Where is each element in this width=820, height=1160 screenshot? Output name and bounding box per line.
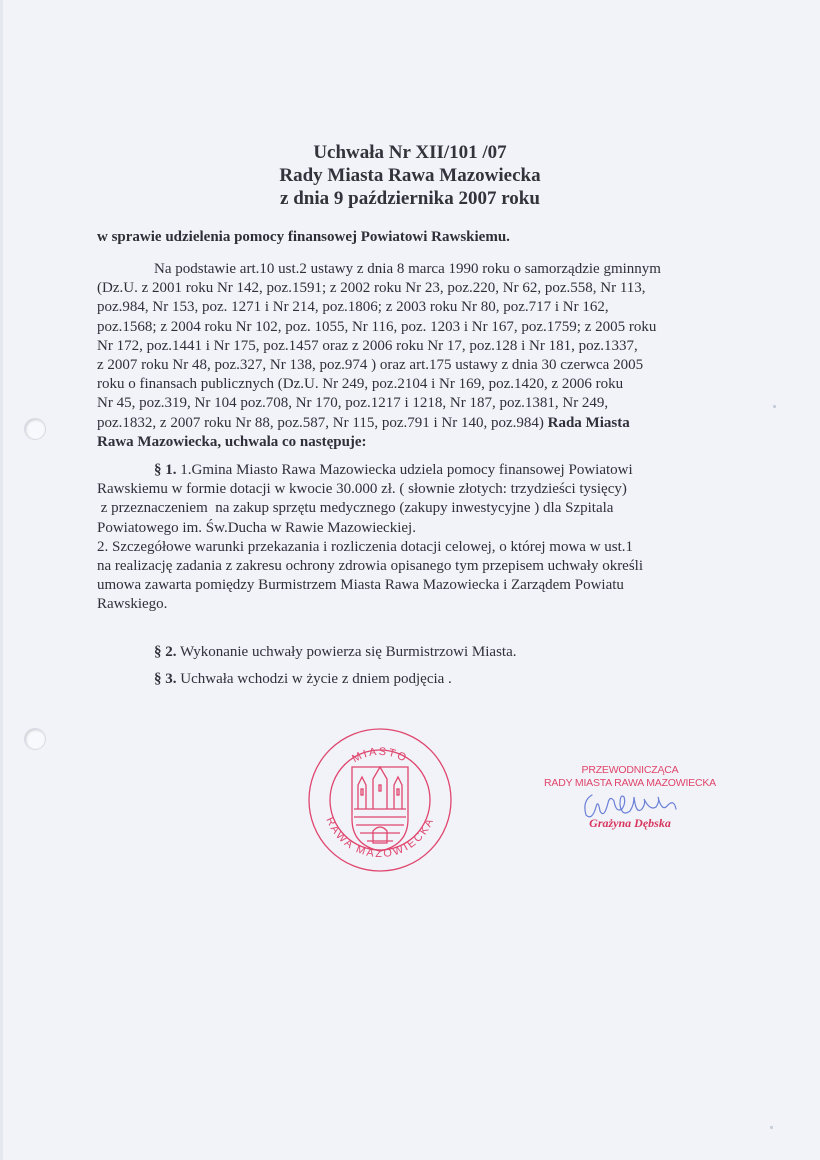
scan-speck — [773, 405, 776, 408]
preamble — [97, 260, 737, 452]
punch-hole-bottom — [24, 728, 46, 750]
punch-hole-top — [24, 418, 46, 440]
stamp-top-text: MIASTO — [350, 745, 410, 766]
preamble-line: Nr 172, poz.1441 i Nr 175, poz.1457 oraz z 2006 roku Nr 17, poz.128 i Nr 181, poz.1337, — [97, 337, 638, 354]
section-3-text: Uchwała wchodzi w życie z dniem podjęcia . — [176, 671, 452, 687]
preamble-line: poz.984, Nr 153, poz. 1271 i Nr 214, poz.1806; z 2003 roku Nr 80, poz.717 i Nr 162, — [97, 299, 609, 316]
section-2-text: Wykonanie uchwały powierza się Burmistrzowi Miasta. — [176, 644, 517, 660]
section-3 — [97, 670, 737, 689]
section-1-line: Rawskiego. — [97, 596, 168, 613]
stamp-bottom-text: RAWA MAZOWIECKA — [323, 815, 437, 861]
title-line-council: Rady Miasta Rawa Mazowiecka — [279, 165, 541, 186]
handwritten-signature — [580, 789, 680, 823]
title-line-number: Uchwała Nr XII/101 /07 — [313, 142, 507, 163]
signatory-title-line-2: RADY MIASTA RAWA MAZOWIECKA — [544, 777, 716, 789]
section-1-line: umowa zawarta pomiędzy Burmistrzem Miasta Rawa Mazowiecka i Zarządem Powiatu — [97, 577, 624, 594]
svg-text:RAWA MAZOWIECKA — [323, 815, 436, 860]
preamble-line: poz.1568; z 2004 roku Nr 102, poz. 1055, Nr 116, poz. 1203 i Nr 167, poz.1759; z 2005 roku — [97, 318, 657, 335]
title-line-date: z dnia 9 października 2007 roku — [280, 188, 540, 209]
section-2-mark: § 2. — [154, 644, 177, 660]
section-2 — [97, 643, 737, 662]
section-1-line: Powiatowego im. Św.Ducha w Rawie Mazowieckiej. — [97, 519, 416, 536]
svg-text:MIASTO — [350, 746, 409, 765]
resolution-subject: w sprawie udzielenia pomocy finansowej Powiatowi Rawskiemu. — [97, 229, 510, 245]
signatory-name: Grażyna Dębska — [589, 816, 671, 830]
city-seal-stamp — [307, 727, 453, 873]
section-1-line: z przeznaczeniem na zakup sprzętu medycznego (zakupy inwestycyjne ) dla Szpitala — [97, 500, 614, 517]
castle-wall-icon — [354, 809, 406, 841]
preamble-bold-tail: Rada Miasta — [547, 414, 630, 431]
section-1-mark: § 1. — [154, 462, 177, 478]
preamble-line: Nr 45, poz.319, Nr 104 poz.708, Nr 170, poz.1217 i 1218, Nr 187, poz.1381, Nr 249, — [97, 395, 609, 412]
section-3-mark: § 3. — [154, 671, 177, 687]
section-1-line: Rawskiemu w formie dotacji w kwocie 30.000 zł. ( słownie złotych: trzydzieści tysięcy) — [97, 481, 627, 498]
preamble-line: Na podstawie art.10 ust.2 ustawy z dnia 8 marca 1990 roku o samorządzie gminnym — [154, 261, 661, 277]
preamble-line: (Dz.U. z 2001 roku Nr 142, poz.1591; z 2002 roku Nr 23, poz.220, Nr 62, poz.558, Nr 113, — [97, 280, 646, 297]
section-1-line: 1.Gmina Miasto Rawa Mazowiecka udziela pomocy finansowej Powiatowi — [176, 462, 633, 478]
preamble-line: roku o finansach publicznych (Dz.U. Nr 249, poz.2104 i Nr 169, poz.1420, z 2006 roku — [97, 376, 624, 393]
section-1 — [97, 461, 737, 615]
castle-towers-icon — [358, 767, 402, 809]
scan-speck — [770, 1126, 773, 1129]
section-1-line: na realizację zadania z zakresu ochrony zdrowia opisanego tym przepisem uchwały określi — [97, 558, 644, 575]
preamble-bold-tail-2: Rawa Mazowiecka, uchwala co następuje: — [97, 433, 367, 450]
signatory-title-line-1: PRZEWODNICZĄCA — [581, 764, 679, 776]
preamble-line: z 2007 roku Nr 48, poz.327, Nr 138, poz.974 ) oraz art.175 ustawy z dnia 30 czerwca 2005 — [97, 357, 644, 374]
resolution-title — [0, 141, 820, 210]
preamble-line: poz.1832, z 2007 roku Nr 88, poz.587, Nr 115, poz.791 i Nr 140, poz.984) — [97, 414, 548, 431]
section-1-line: 2. Szczegółowe warunki przekazania i rozliczenia dotacji celowej, o której mowa w ust.1 — [97, 538, 634, 555]
